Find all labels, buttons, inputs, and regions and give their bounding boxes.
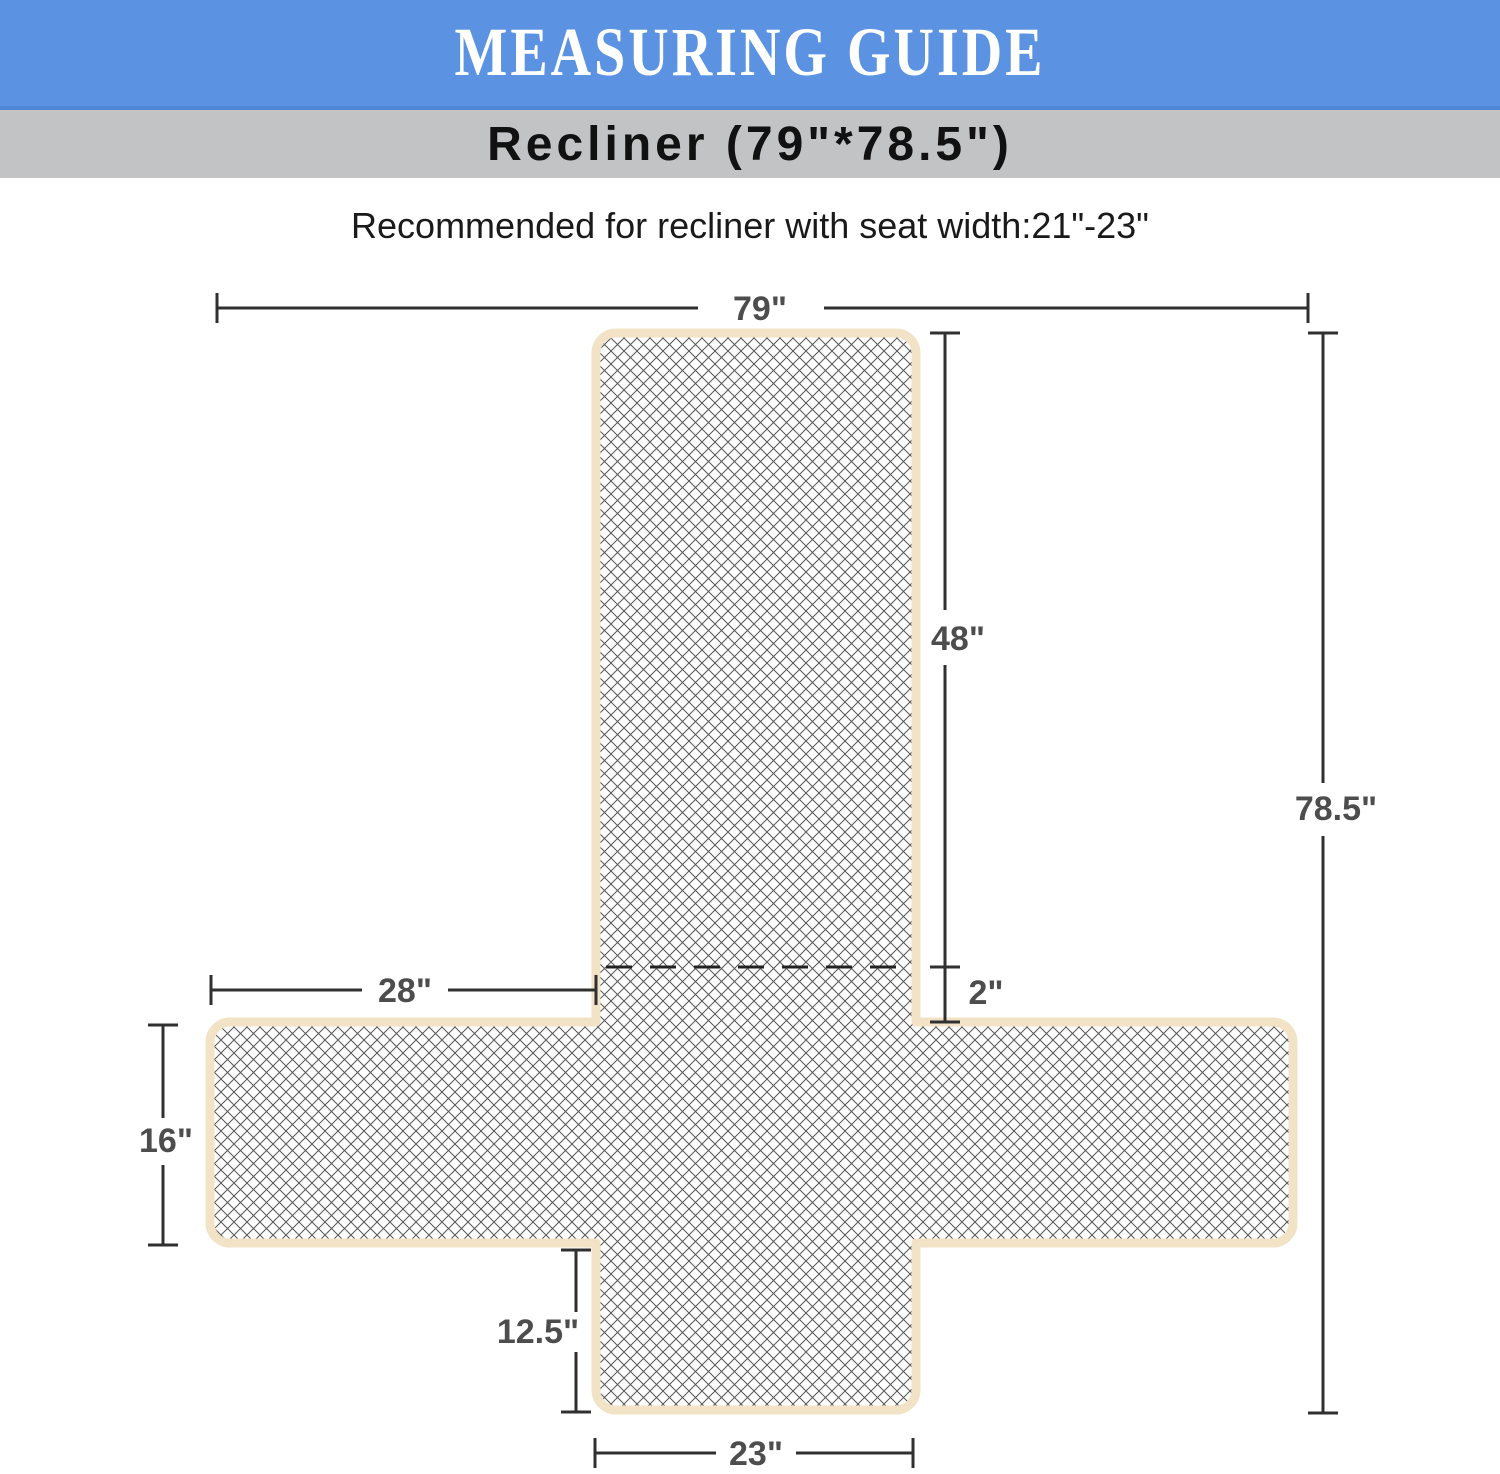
page-title: MEASURING GUIDE — [454, 15, 1046, 91]
dimension-fold-offset — [930, 967, 1004, 1022]
dimension-label-total-width: 79" — [733, 290, 787, 328]
dimension-total-width — [217, 290, 1308, 328]
dimension-arm-width — [211, 972, 596, 1010]
dimension-label-seat-front-width: 23" — [729, 1435, 783, 1473]
dimension-line — [1308, 333, 1338, 1413]
dimension-seat-front-width — [595, 1435, 913, 1473]
dimension-line — [930, 967, 960, 1022]
recliner-cover-shape — [210, 333, 1293, 1410]
dimension-total-length — [1295, 333, 1377, 1413]
dimension-label-fold-offset: 2" — [968, 974, 1004, 1012]
dimension-back-length — [930, 333, 985, 967]
dimension-label-back-length: 48" — [931, 620, 985, 658]
dimension-label-total-length: 78.5" — [1294, 790, 1378, 828]
dimension-label-arm-width: 28" — [378, 972, 432, 1010]
dimension-label-arm-height: 16" — [139, 1122, 193, 1160]
dimension-front-drop — [497, 1250, 591, 1412]
dimension-arm-height — [139, 1025, 193, 1245]
recommendation-note: Recommended for recliner with seat width:21"-23" — [351, 205, 1149, 246]
dimension-label-front-drop: 12.5" — [496, 1313, 580, 1351]
size-band-title: Recliner (79"*78.5") — [487, 117, 1013, 171]
